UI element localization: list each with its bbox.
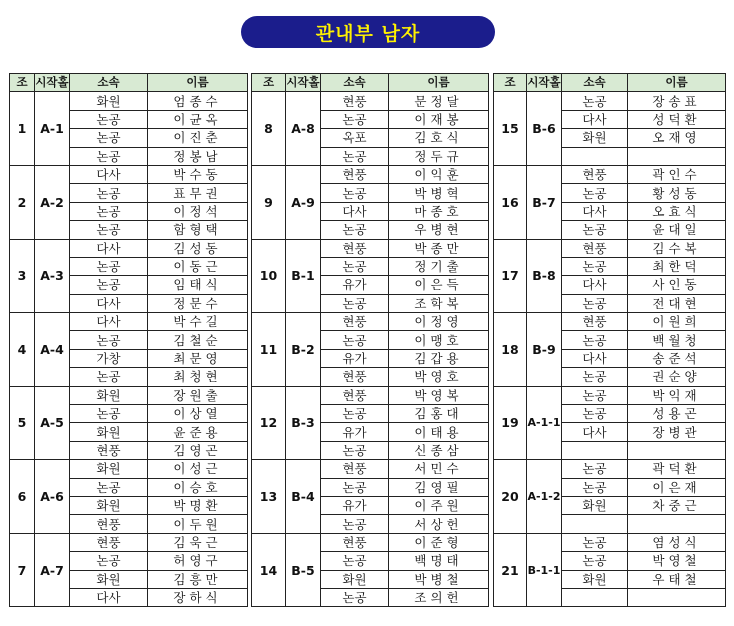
affiliation-cell: 화원 xyxy=(562,496,628,514)
affiliation-cell: 논공 xyxy=(70,368,148,386)
affiliation-cell: 화원 xyxy=(321,570,389,588)
player-name-cell: 차중근 xyxy=(628,496,726,514)
player-name-cell: 이성근 xyxy=(148,460,248,478)
affiliation-cell: 논공 xyxy=(70,202,148,220)
header-group: 조 xyxy=(252,74,286,92)
header-affiliation: 소속 xyxy=(562,74,628,92)
affiliation-cell xyxy=(562,515,628,533)
table-row xyxy=(494,165,726,183)
affiliation-cell: 화원 xyxy=(70,570,148,588)
affiliation-cell: 논공 xyxy=(70,552,148,570)
player-name-cell: 김흥만 xyxy=(148,570,248,588)
header-start-hole: 시작홀 xyxy=(527,74,562,92)
player-name-cell: 서상헌 xyxy=(389,515,489,533)
player-name-cell: 김홍대 xyxy=(389,405,489,423)
player-name-cell: 우태철 xyxy=(628,570,726,588)
affiliation-cell: 유가 xyxy=(321,276,389,294)
affiliation-cell: 가창 xyxy=(70,349,148,367)
header-name: 이름 xyxy=(148,74,248,92)
affiliation-cell: 논공 xyxy=(70,478,148,496)
player-name-cell: 장병관 xyxy=(628,423,726,441)
header-group: 조 xyxy=(494,74,527,92)
player-name-cell: 우병현 xyxy=(389,221,489,239)
player-name-cell: 박종만 xyxy=(389,239,489,257)
player-name-cell: 박수길 xyxy=(148,313,248,331)
header-affiliation: 소속 xyxy=(70,74,148,92)
affiliation-cell: 논공 xyxy=(70,129,148,147)
affiliation-cell: 다사 xyxy=(321,202,389,220)
group-number: 13 xyxy=(252,460,286,534)
start-hole: A-1 xyxy=(35,92,70,166)
group-number: 1 xyxy=(10,92,35,166)
affiliation-cell: 논공 xyxy=(70,221,148,239)
player-name-cell: 박수동 xyxy=(148,165,248,183)
affiliation-cell: 논공 xyxy=(321,331,389,349)
player-name-cell: 이정영 xyxy=(389,313,489,331)
affiliation-cell: 옥포 xyxy=(321,129,389,147)
player-name-cell: 김성동 xyxy=(148,239,248,257)
affiliation-cell: 화원 xyxy=(70,423,148,441)
table-row xyxy=(494,313,726,331)
start-hole: A-4 xyxy=(35,313,70,387)
affiliation-cell: 논공 xyxy=(321,552,389,570)
affiliation-cell: 현풍 xyxy=(70,515,148,533)
affiliation-cell: 현풍 xyxy=(321,533,389,551)
affiliation-cell: 유가 xyxy=(321,349,389,367)
player-name-cell: 이은재 xyxy=(628,478,726,496)
player-name-cell: 염성식 xyxy=(628,533,726,551)
affiliation-cell: 논공 xyxy=(562,552,628,570)
start-hole: A-3 xyxy=(35,239,70,313)
affiliation-cell: 논공 xyxy=(562,221,628,239)
table-row xyxy=(494,533,726,551)
group-number: 6 xyxy=(10,460,35,534)
affiliation-cell: 논공 xyxy=(562,92,628,110)
player-name-cell: 장송표 xyxy=(628,92,726,110)
player-name-cell: 성용곤 xyxy=(628,405,726,423)
group-number: 8 xyxy=(252,92,286,166)
affiliation-cell: 논공 xyxy=(321,110,389,128)
affiliation-cell: 논공 xyxy=(562,368,628,386)
affiliation-cell: 다사 xyxy=(562,110,628,128)
affiliation-cell: 논공 xyxy=(562,257,628,275)
player-name-cell: 박영복 xyxy=(389,386,489,404)
affiliation-cell: 논공 xyxy=(321,405,389,423)
player-name-cell: 조의헌 xyxy=(389,588,489,606)
player-name-cell: 정봉남 xyxy=(148,147,248,165)
table-row xyxy=(10,460,248,478)
player-name-cell: 박영철 xyxy=(628,552,726,570)
group-number: 18 xyxy=(494,313,527,387)
affiliation-cell: 유가 xyxy=(321,496,389,514)
affiliation-cell: 현풍 xyxy=(562,313,628,331)
table-row xyxy=(10,313,248,331)
player-name-cell: 함형택 xyxy=(148,221,248,239)
affiliation-cell: 논공 xyxy=(70,147,148,165)
affiliation-cell: 화원 xyxy=(562,570,628,588)
player-name-cell: 김영곤 xyxy=(148,441,248,459)
player-name-cell: 이익훈 xyxy=(389,165,489,183)
header-group: 조 xyxy=(10,74,35,92)
affiliation-cell: 논공 xyxy=(70,110,148,128)
group-number: 16 xyxy=(494,165,527,239)
player-name-cell xyxy=(628,441,726,459)
affiliation-cell: 논공 xyxy=(562,533,628,551)
table-row xyxy=(10,92,248,110)
affiliation-cell: 현풍 xyxy=(321,239,389,257)
table-row xyxy=(494,460,726,478)
start-hole: A-2 xyxy=(35,165,70,239)
table-row xyxy=(10,386,248,404)
start-hole: A-7 xyxy=(35,533,70,607)
start-hole: B-1 xyxy=(286,239,321,313)
start-hole: B-7 xyxy=(527,165,562,239)
group-number: 17 xyxy=(494,239,527,313)
affiliation-cell: 현풍 xyxy=(321,313,389,331)
affiliation-cell: 논공 xyxy=(321,441,389,459)
player-name-cell: 이은득 xyxy=(389,276,489,294)
player-name-cell xyxy=(628,515,726,533)
affiliation-cell: 현풍 xyxy=(321,386,389,404)
start-hole: B-5 xyxy=(286,533,321,607)
player-name-cell: 윤준용 xyxy=(148,423,248,441)
player-name-cell: 이준형 xyxy=(389,533,489,551)
affiliation-cell: 논공 xyxy=(321,478,389,496)
group-number: 3 xyxy=(10,239,35,313)
player-name-cell: 장원출 xyxy=(148,386,248,404)
affiliation-cell: 논공 xyxy=(321,184,389,202)
table-row xyxy=(494,239,726,257)
group-number: 21 xyxy=(494,533,527,607)
table-row xyxy=(252,460,489,478)
group-number: 19 xyxy=(494,386,527,460)
player-name-cell: 김영필 xyxy=(389,478,489,496)
start-hole: A-5 xyxy=(35,386,70,460)
affiliation-cell: 논공 xyxy=(321,257,389,275)
player-name-cell: 정문수 xyxy=(148,294,248,312)
start-hole: B-9 xyxy=(527,313,562,387)
player-name-cell: 허영구 xyxy=(148,552,248,570)
group-number: 12 xyxy=(252,386,286,460)
header-affiliation: 소속 xyxy=(321,74,389,92)
player-name-cell: 마종호 xyxy=(389,202,489,220)
affiliation-cell xyxy=(562,441,628,459)
schedule-table-3 xyxy=(493,73,726,607)
player-name-cell: 엄종수 xyxy=(148,92,248,110)
affiliation-cell: 논공 xyxy=(321,294,389,312)
player-name-cell: 임태식 xyxy=(148,276,248,294)
affiliation-cell: 논공 xyxy=(70,405,148,423)
player-name-cell: 서민수 xyxy=(389,460,489,478)
header-start-hole: 시작홀 xyxy=(35,74,70,92)
affiliation-cell: 다사 xyxy=(562,423,628,441)
table-row xyxy=(10,165,248,183)
affiliation-cell: 논공 xyxy=(562,331,628,349)
player-name-cell: 이맹호 xyxy=(389,331,489,349)
affiliation-cell: 논공 xyxy=(70,276,148,294)
player-name-cell: 오재영 xyxy=(628,129,726,147)
group-number: 11 xyxy=(252,313,286,387)
affiliation-cell: 논공 xyxy=(562,405,628,423)
header-name: 이름 xyxy=(628,74,726,92)
player-name-cell: 김철순 xyxy=(148,331,248,349)
affiliation-cell xyxy=(562,588,628,606)
player-name-cell: 김수복 xyxy=(628,239,726,257)
player-name-cell: 박명환 xyxy=(148,496,248,514)
player-name-cell: 백명태 xyxy=(389,552,489,570)
player-name-cell: 사인동 xyxy=(628,276,726,294)
table-row xyxy=(494,386,726,404)
page-title: 관내부 남자 xyxy=(241,16,495,48)
table-row xyxy=(252,92,489,110)
affiliation-cell: 다사 xyxy=(70,165,148,183)
affiliation-cell: 다사 xyxy=(70,588,148,606)
affiliation-cell: 유가 xyxy=(321,423,389,441)
player-name-cell: 윤대일 xyxy=(628,221,726,239)
affiliation-cell: 현풍 xyxy=(321,368,389,386)
player-name-cell: 김호식 xyxy=(389,129,489,147)
affiliation-cell xyxy=(562,147,628,165)
affiliation-cell: 현풍 xyxy=(70,533,148,551)
player-name-cell: 곽덕환 xyxy=(628,460,726,478)
player-name-cell: 이두원 xyxy=(148,515,248,533)
start-hole: A-1-1 xyxy=(527,386,562,460)
player-name-cell: 박병혁 xyxy=(389,184,489,202)
player-name-cell: 김욱근 xyxy=(148,533,248,551)
schedule-table-2 xyxy=(251,73,489,607)
group-number: 20 xyxy=(494,460,527,534)
header-row xyxy=(494,74,726,92)
header-name: 이름 xyxy=(389,74,489,92)
table-row xyxy=(10,239,248,257)
player-name-cell: 정기출 xyxy=(389,257,489,275)
player-name-cell: 박병철 xyxy=(389,570,489,588)
affiliation-cell: 현풍 xyxy=(562,165,628,183)
player-name-cell: 이주원 xyxy=(389,496,489,514)
affiliation-cell: 논공 xyxy=(562,386,628,404)
affiliation-cell: 논공 xyxy=(70,331,148,349)
player-name-cell: 최문영 xyxy=(148,349,248,367)
player-name-cell: 박익재 xyxy=(628,386,726,404)
affiliation-cell: 논공 xyxy=(562,294,628,312)
start-hole: A-9 xyxy=(286,165,321,239)
player-name-cell: 이상열 xyxy=(148,405,248,423)
player-name-cell: 이승호 xyxy=(148,478,248,496)
start-hole: B-6 xyxy=(527,92,562,166)
player-name-cell: 오효식 xyxy=(628,202,726,220)
group-number: 15 xyxy=(494,92,527,166)
affiliation-cell: 논공 xyxy=(562,184,628,202)
affiliation-cell: 다사 xyxy=(562,202,628,220)
affiliation-cell: 논공 xyxy=(70,257,148,275)
affiliation-cell: 논공 xyxy=(321,588,389,606)
affiliation-cell: 논공 xyxy=(70,184,148,202)
player-name-cell: 조학복 xyxy=(389,294,489,312)
player-name-cell: 박영호 xyxy=(389,368,489,386)
group-number: 4 xyxy=(10,313,35,387)
affiliation-cell: 논공 xyxy=(562,478,628,496)
affiliation-cell: 다사 xyxy=(562,349,628,367)
schedule-table-1 xyxy=(9,73,248,607)
start-hole: B-3 xyxy=(286,386,321,460)
affiliation-cell: 다사 xyxy=(562,276,628,294)
affiliation-cell: 논공 xyxy=(321,147,389,165)
affiliation-cell: 화원 xyxy=(562,129,628,147)
player-name-cell: 최청현 xyxy=(148,368,248,386)
start-hole: B-8 xyxy=(527,239,562,313)
affiliation-cell: 현풍 xyxy=(321,165,389,183)
start-hole: B-4 xyxy=(286,460,321,534)
player-name-cell: 김갑용 xyxy=(389,349,489,367)
affiliation-cell: 현풍 xyxy=(70,441,148,459)
table-row xyxy=(252,386,489,404)
player-name-cell: 전대현 xyxy=(628,294,726,312)
player-name-cell: 이태용 xyxy=(389,423,489,441)
player-name-cell: 이재봉 xyxy=(389,110,489,128)
player-name-cell: 이진춘 xyxy=(148,129,248,147)
player-name-cell xyxy=(628,147,726,165)
affiliation-cell: 다사 xyxy=(70,239,148,257)
player-name-cell: 최한덕 xyxy=(628,257,726,275)
affiliation-cell: 현풍 xyxy=(562,239,628,257)
player-name-cell: 황성동 xyxy=(628,184,726,202)
start-hole: B-1-1 xyxy=(527,533,562,607)
player-name-cell: 표무권 xyxy=(148,184,248,202)
player-name-cell: 신종삼 xyxy=(389,441,489,459)
start-hole: A-6 xyxy=(35,460,70,534)
table-row xyxy=(252,313,489,331)
player-name-cell: 곽인수 xyxy=(628,165,726,183)
start-hole: A-8 xyxy=(286,92,321,166)
group-number: 2 xyxy=(10,165,35,239)
group-number: 9 xyxy=(252,165,286,239)
player-name-cell: 이정석 xyxy=(148,202,248,220)
player-name-cell: 이원희 xyxy=(628,313,726,331)
affiliation-cell: 다사 xyxy=(70,313,148,331)
table-row xyxy=(10,533,248,551)
header-row xyxy=(252,74,489,92)
player-name-cell: 성덕환 xyxy=(628,110,726,128)
affiliation-cell: 화원 xyxy=(70,496,148,514)
start-hole: A-1-2 xyxy=(527,460,562,534)
group-number: 7 xyxy=(10,533,35,607)
header-row xyxy=(10,74,248,92)
affiliation-cell: 다사 xyxy=(70,294,148,312)
table-row xyxy=(252,533,489,551)
affiliation-cell: 논공 xyxy=(562,460,628,478)
affiliation-cell: 화원 xyxy=(70,460,148,478)
player-name-cell: 백월청 xyxy=(628,331,726,349)
player-name-cell: 정두규 xyxy=(389,147,489,165)
player-name-cell xyxy=(628,588,726,606)
player-name-cell: 장하식 xyxy=(148,588,248,606)
group-number: 10 xyxy=(252,239,286,313)
affiliation-cell: 현풍 xyxy=(321,92,389,110)
affiliation-cell: 논공 xyxy=(321,515,389,533)
player-name-cell: 송준석 xyxy=(628,349,726,367)
start-hole: B-2 xyxy=(286,313,321,387)
header-start-hole: 시작홀 xyxy=(286,74,321,92)
affiliation-cell: 화원 xyxy=(70,386,148,404)
player-name-cell: 이균옥 xyxy=(148,110,248,128)
table-row xyxy=(494,92,726,110)
group-number: 5 xyxy=(10,386,35,460)
player-name-cell: 권순양 xyxy=(628,368,726,386)
player-name-cell: 문정달 xyxy=(389,92,489,110)
group-number: 14 xyxy=(252,533,286,607)
affiliation-cell: 현풍 xyxy=(321,460,389,478)
table-row xyxy=(252,239,489,257)
affiliation-cell: 화원 xyxy=(70,92,148,110)
table-row xyxy=(252,165,489,183)
player-name-cell: 이동근 xyxy=(148,257,248,275)
affiliation-cell: 논공 xyxy=(321,221,389,239)
